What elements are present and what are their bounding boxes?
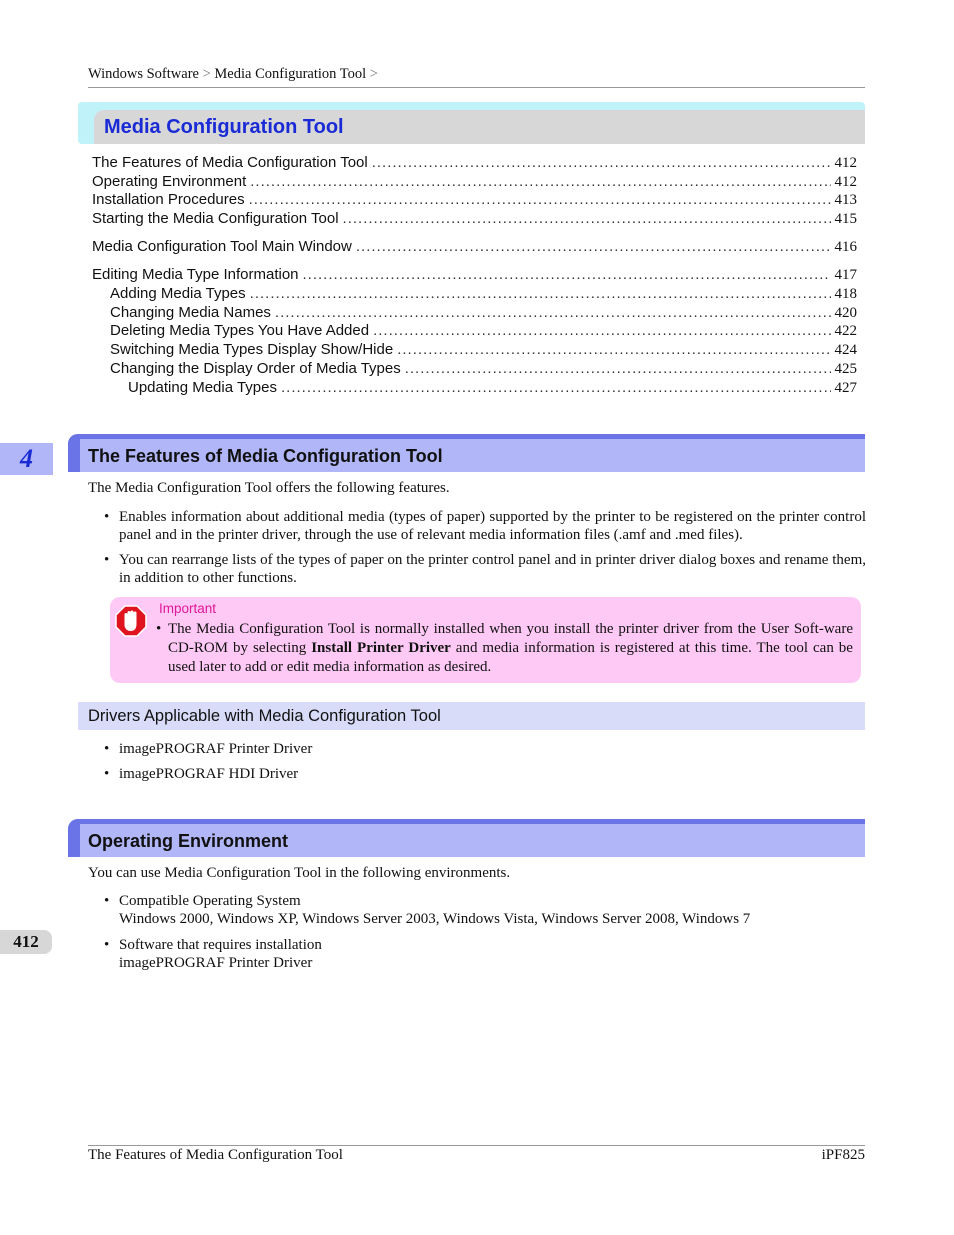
toc-entry-label: The Features of Media Configuration Tool bbox=[92, 154, 368, 171]
bullet-icon: • bbox=[156, 621, 162, 637]
toc-leader bbox=[250, 173, 830, 190]
toc-entry[interactable] bbox=[92, 266, 857, 285]
list-item bbox=[104, 765, 866, 783]
toc-entry-label: Changing Media Names bbox=[110, 304, 271, 321]
list-item bbox=[104, 551, 866, 587]
toc-leader bbox=[250, 285, 831, 302]
list-item bbox=[104, 508, 866, 544]
list-item bbox=[104, 892, 866, 928]
list-item-title: Compatible Operating System bbox=[119, 893, 301, 909]
section-heading-accent bbox=[68, 819, 80, 857]
bullet-icon: • bbox=[104, 509, 110, 525]
list-item-title: Software that requires installation bbox=[119, 937, 322, 953]
subsection-heading-drivers bbox=[78, 702, 865, 730]
important-label: Important bbox=[159, 601, 217, 616]
breadcrumb-separator: > bbox=[202, 66, 211, 82]
footer-section-title: The Features of Media Configuration Tool bbox=[88, 1147, 343, 1163]
toc-entry-page: 427 bbox=[834, 380, 857, 396]
bullet-icon: • bbox=[104, 766, 110, 782]
list-item-text: imagePROGRAF Printer Driver bbox=[119, 741, 313, 757]
toc-entry-page: 413 bbox=[834, 192, 857, 208]
environment-intro: You can use Media Configuration Tool in the following environments. bbox=[88, 865, 511, 881]
page-number: 412 bbox=[0, 930, 52, 954]
list-item bbox=[104, 740, 866, 758]
toc-entry[interactable] bbox=[128, 379, 857, 398]
list-item-detail: Windows 2000, Windows XP, Windows Server 2003, Windows Vista, Windows Server 2008, Windows 7 bbox=[119, 911, 751, 927]
toc-entry[interactable] bbox=[110, 304, 857, 323]
toc-entry[interactable] bbox=[92, 154, 857, 173]
stop-hand-icon bbox=[115, 605, 147, 637]
toc-entry-label: Editing Media Type Information bbox=[92, 266, 299, 283]
toc-entry-page: 425 bbox=[834, 361, 857, 377]
important-text-part: The Media Configuration Tool is normally installed when you install the printer driver from the User Soft-ware CD-ROM by selecting bbox=[168, 621, 853, 656]
toc-leader bbox=[249, 191, 831, 208]
toc-entry-label: Media Configuration Tool Main Window bbox=[92, 238, 352, 255]
list-item bbox=[104, 936, 866, 972]
toc-entry[interactable] bbox=[92, 173, 857, 192]
important-text-part: and media information is registered at this time. The tool can be used later to add or edit media information as desired. bbox=[168, 640, 853, 675]
toc-entry-label: Changing the Display Order of Media Types bbox=[110, 360, 401, 377]
toc-entry-page: 415 bbox=[834, 211, 857, 227]
toc-entry-page: 420 bbox=[834, 305, 857, 321]
bullet-icon: • bbox=[104, 893, 110, 909]
list-item-detail: imagePROGRAF Printer Driver bbox=[119, 955, 313, 971]
toc-entry[interactable] bbox=[110, 360, 857, 379]
bullet-icon: • bbox=[104, 552, 110, 568]
toc-entry[interactable] bbox=[92, 191, 857, 210]
breadcrumb-item[interactable]: Media Configuration Tool bbox=[214, 66, 367, 82]
chapter-tab: 4 bbox=[0, 443, 53, 475]
toc-leader bbox=[356, 238, 831, 255]
features-intro: The Media Configuration Tool offers the following features. bbox=[88, 480, 450, 496]
section-heading-features bbox=[68, 434, 865, 472]
footer-divider bbox=[88, 1145, 865, 1146]
toc-entry-page: 416 bbox=[834, 239, 857, 255]
page-title: Media Configuration Tool bbox=[104, 116, 344, 138]
list-item-text: Enables information about additional media (types of paper) supported by the printer to be registered on the printer control panel and in the printer driver, through the use of relevant media information files (.amf and .med files). bbox=[119, 509, 866, 543]
toc-entry-label: Installation Procedures bbox=[92, 191, 245, 208]
list-item-text: imagePROGRAF HDI Driver bbox=[119, 766, 299, 782]
toc-leader bbox=[343, 210, 831, 227]
toc-entry[interactable] bbox=[92, 210, 857, 229]
section-heading-text: The Features of Media Configuration Tool bbox=[88, 446, 443, 466]
bullet-icon: • bbox=[104, 937, 110, 953]
toc-entry-label: Deleting Media Types You Have Added bbox=[110, 322, 370, 339]
toc-entry-page: 422 bbox=[834, 323, 857, 339]
breadcrumb-item[interactable]: Windows Software bbox=[88, 66, 199, 82]
toc-entry-label: Switching Media Types Display Show/Hide bbox=[110, 341, 394, 358]
toc-leader bbox=[275, 304, 831, 321]
toc-entry-page: 418 bbox=[834, 286, 857, 302]
footer-model-name: iPF825 bbox=[821, 1147, 865, 1163]
section-heading-text: Operating Environment bbox=[88, 831, 289, 851]
toc-entry[interactable] bbox=[92, 238, 857, 257]
toc-entry-label: Operating Environment bbox=[92, 173, 247, 190]
toc-entry-page: 417 bbox=[834, 267, 857, 283]
toc-leader bbox=[373, 322, 830, 339]
list-item-text: You can rearrange lists of the types of paper on the printer control panel and in printer driver dialog boxes and rename them, in addition to other functions. bbox=[119, 552, 866, 586]
toc-entry[interactable] bbox=[110, 341, 857, 360]
breadcrumb bbox=[88, 66, 865, 88]
toc-leader bbox=[405, 360, 831, 377]
important-text bbox=[156, 620, 853, 677]
toc-entry-page: 424 bbox=[834, 342, 857, 358]
toc-entry-label: Adding Media Types bbox=[110, 285, 246, 302]
breadcrumb-separator: > bbox=[369, 66, 378, 82]
important-emphasis: Install Printer Driver bbox=[311, 640, 451, 656]
section-heading-environment bbox=[68, 819, 865, 857]
toc-entry[interactable] bbox=[110, 285, 857, 304]
toc-entry[interactable] bbox=[110, 322, 857, 341]
bullet-icon: • bbox=[104, 741, 110, 757]
toc-entry-page: 412 bbox=[834, 174, 857, 190]
toc-leader bbox=[303, 266, 831, 283]
toc-entry-label: Starting the Media Configuration Tool bbox=[92, 210, 339, 227]
section-heading-accent bbox=[68, 434, 80, 472]
toc-leader bbox=[281, 379, 831, 396]
toc-entry-label: Updating Media Types bbox=[128, 379, 277, 396]
toc-leader bbox=[372, 154, 831, 171]
toc-leader bbox=[397, 341, 830, 358]
toc-entry-page: 412 bbox=[834, 155, 857, 171]
subsection-heading-text: Drivers Applicable with Media Configuration Tool bbox=[88, 707, 441, 725]
